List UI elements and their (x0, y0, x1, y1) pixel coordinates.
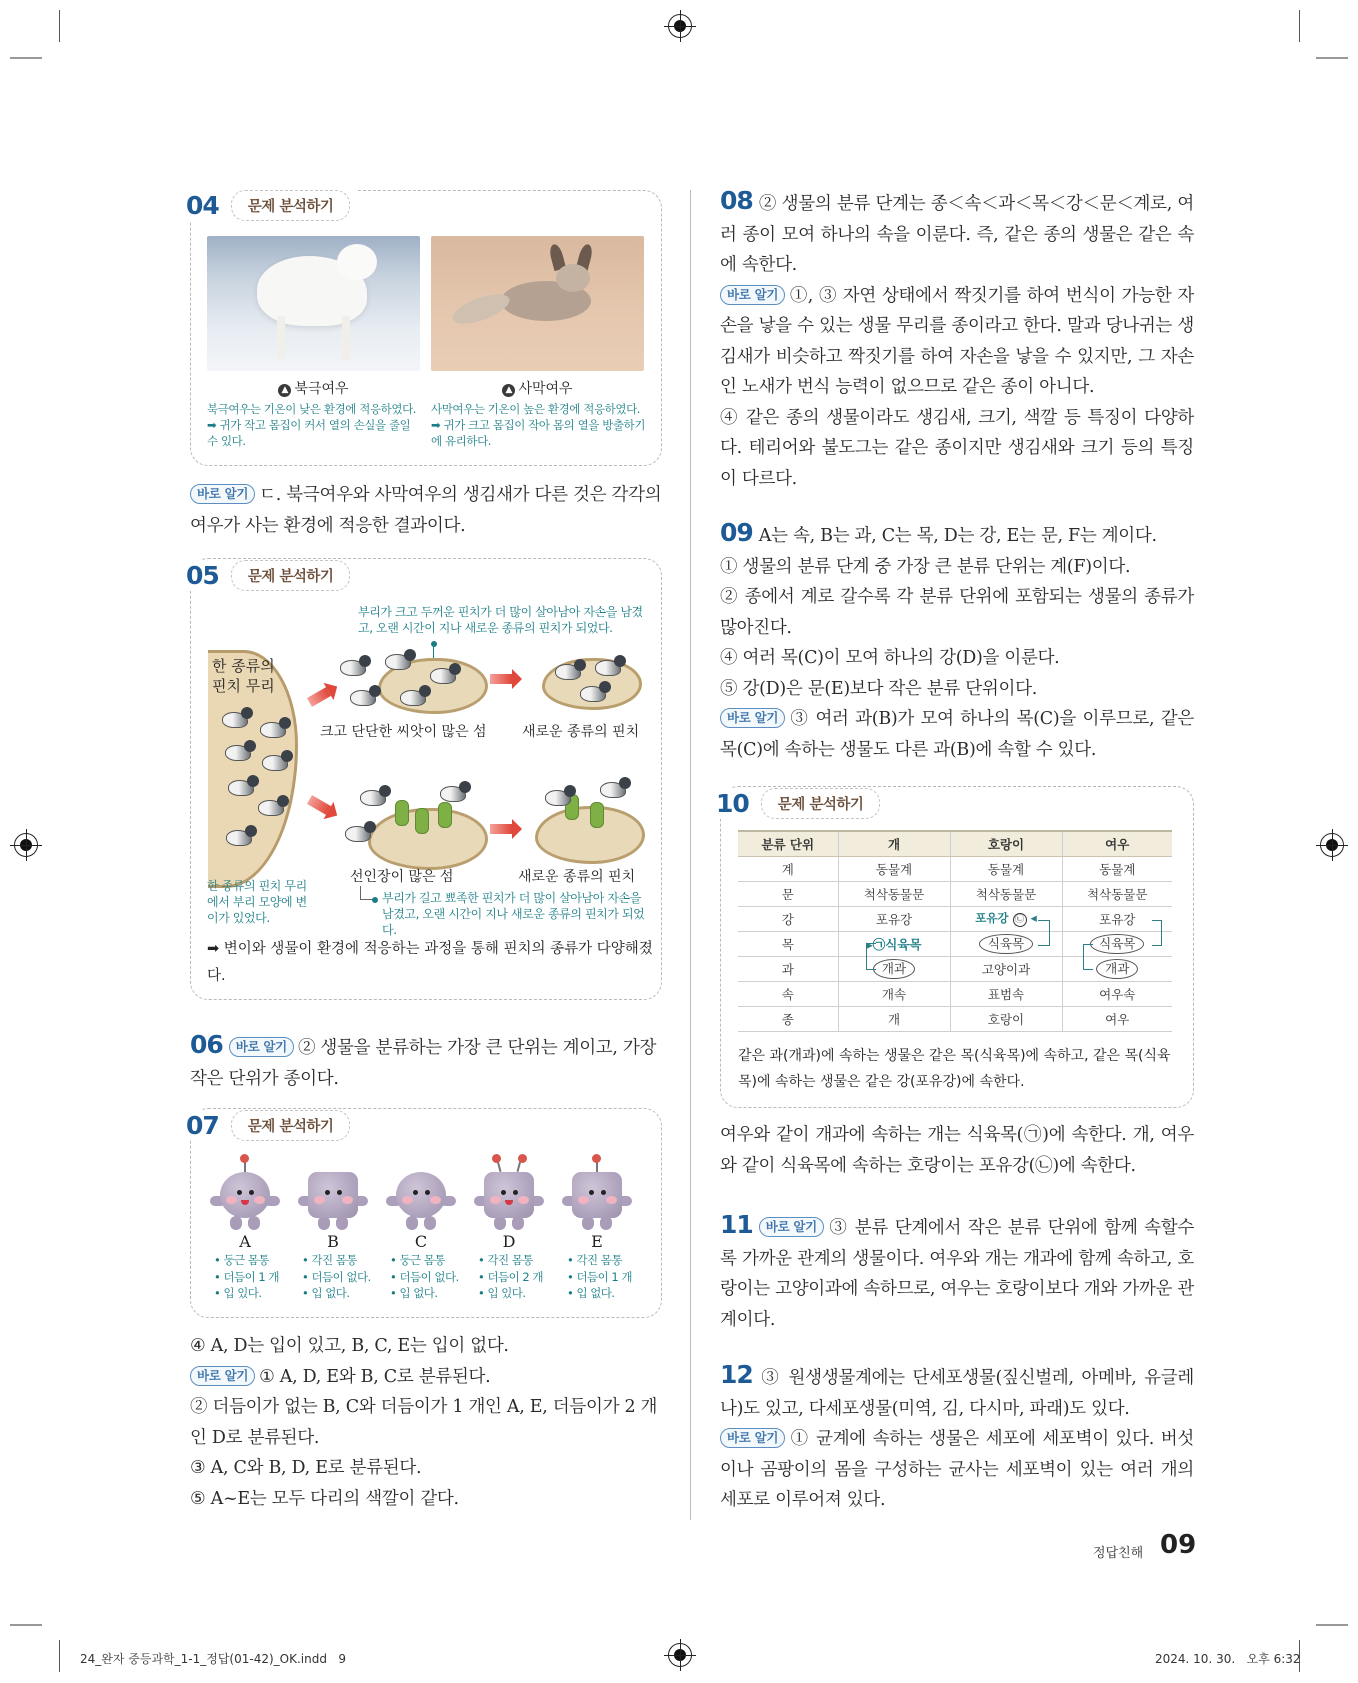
table-row: 계 동물계 동물계 동물계 (738, 856, 1172, 881)
finch-icon (226, 830, 252, 846)
question-number: 06 (190, 1030, 223, 1059)
up-arrow-circle-icon: ▲ (278, 384, 291, 397)
fox-order-to-class-arrow (1152, 920, 1162, 946)
analysis-tag: 문제 분석하기 (231, 190, 351, 221)
question-number: 11 (720, 1210, 753, 1239)
robot-e (562, 1158, 632, 1238)
finch-icon (555, 664, 581, 680)
arctic-fox-photo (207, 236, 420, 371)
robot-c (386, 1158, 456, 1238)
finch-icon (222, 712, 248, 728)
question-number: 05 (186, 561, 219, 590)
finch-icon (345, 826, 371, 842)
robot-d (474, 1158, 544, 1238)
registration-mark-top (668, 14, 692, 38)
crop-mark-left-bottom (10, 1624, 42, 1626)
finch-icon (440, 786, 466, 802)
analysis-tag: 문제 분석하기 (761, 788, 881, 819)
finch-icon (360, 790, 386, 806)
robot-label-e: E (591, 1232, 603, 1251)
finch-icon (258, 800, 284, 816)
table-row: 강 포유강 포유강 ㉡ ◂ 포유강 (738, 906, 1172, 931)
registration-mark-left (14, 833, 38, 857)
desert-fox-caption: 사막여우는 기온이 높은 환경에 적응하였다. ➡ 귀가 크고 몸집이 작아 몸의 열을 방출하기에 유리하다. (431, 402, 646, 448)
footer-timestamp: 2024. 10. 30. 오후 6:32 (1155, 1652, 1301, 1666)
finch-top-note: 부리가 크고 두꺼운 핀치가 더 많이 살아남아 자손을 남겼고, 오랜 시간이 지나 새로운 종류의 핀치가 되었다. (358, 605, 643, 635)
crop-mark-right-top (1316, 57, 1348, 59)
table-row: 종 개 호랑이 여우 (738, 1006, 1172, 1031)
dog-family-to-order-arrow (866, 943, 876, 970)
q07-explanation: ④ A, D는 입이 있고, B, C, E는 입이 없다. 바로 알기 ① A, D, E와 B, C로 분류된다. ② 더듬이가 없는 B, C와 더듬이가 1 개인 A, E, 더듬이가 2 개인 D로 분류된다. ③ A, C와 B, D, E로 분류된다. ⑤ A~E는 모두 다리의 색깔이 같다. (190, 1336, 658, 1509)
registration-mark-right (1320, 833, 1344, 857)
q08-answer: 08 ② 생물의 분류 단계는 종＜속＜과＜목＜강＜문＜계로, 여러 종이 모여 하나의 속을 이룬다. 즉, 같은 종의 생물은 같은 속에 속한다. 바로 알기 ①, ③ 자연 상태에서 짝짓기를 하여 번식이 가능한 자손을 낳을 수 있는 생물 무리를 종이라고 한다. 말과 당나귀는 생김새가 비슷하고 짝짓기를 하여 자손을 낳을 수 있지만, 그 자손인 노새가 번식 능력이 없으므로 같은 종이 아니다. ④ 같은 종의 생물이라도 생김새, 크기, 색깔 등 특징이 다양하다. 테리어와 불도그는 같은 종이지만 생김새와 크기 등의 특징이 다르다. (720, 186, 1194, 489)
arctic-fox-caption: 북극여우는 기온이 낮은 환경에 적응하였다. ➡ 귀가 작고 몸집이 커서 열의 손실을 줄일 수 있다. (207, 402, 417, 448)
correct-answer-badge: 바로 알기 (229, 1037, 294, 1057)
q06-answer: 06 바로 알기 ② 생물을 분류하는 가장 큰 단위는 계이고, 가장 작은 단위가 종이다. (190, 1030, 657, 1089)
q12-answer: 12 ③ 원생생물계에는 단세포생물(짚신벌레, 아메바, 유글레나)도 있고, 다세포생물(미역, 김, 다시마, 파래)도 있다. 바로 알기 ① 균계에 속하는 생물은 세포에 세포벽이 있다. 버섯이나 곰팡이의 몸을 구성하는 균사는 세포벽이 있는 여러 개의 세포로 이루어져 있다. (720, 1360, 1194, 1510)
question-number: 12 (720, 1360, 753, 1389)
robot-features-c: • 둥근 몸통 • 더듬이 없다. • 입 없다. (390, 1253, 459, 1300)
analysis-tag: 문제 분석하기 (231, 1110, 351, 1141)
finch-icon (228, 780, 254, 796)
taxonomy-table (738, 830, 1172, 1032)
q09-answer: 09 A는 속, B는 과, C는 목, D는 강, E는 문, F는 계이다. ① 생물의 분류 단계 중 가장 큰 분류 단위는 계(F)이다. ② 종에서 계로 갈수록 각 분류 단위에 포함되는 생물의 종류가 많아진다. ④ 여러 목(C)이 모여 하나의 강(D)을 이룬다. ⑤ 강(D)은 문(E)보다 작은 분류 단위이다. 바로 알기 ③ 여러 과(B)가 모여 하나의 목(C)을 이루므로, 같은 목(C)에 속하는 생물도 다른 과(B)에 속할 수 있다. (720, 518, 1194, 760)
question-number: 09 (720, 518, 753, 547)
arrow-right-icon (490, 674, 512, 684)
new-species-label-1: 새로운 종류의 핀치 (522, 724, 640, 740)
crop-mark-right-bottom (1316, 1624, 1348, 1626)
page-number: 09 (1160, 1530, 1197, 1560)
table-header-row: 분류 단위 개 호랑이 여우 (738, 831, 1172, 856)
finch-icon (545, 790, 571, 806)
q10-box-note: 같은 과(개과)에 속하는 생물은 같은 목(식육목)에 속하고, 같은 목(식육목)에 속하는 생물은 같은 강(포유강)에 속한다. (738, 1048, 1171, 1090)
q04-answer: 바로 알기 ㄷ. 북극여우와 사막여우의 생김새가 다른 것은 각각의 여우가 사는 환경에 적응한 결과이다. (190, 485, 662, 536)
finch-bottom-note: 부리가 길고 뾰족한 핀치가 더 많이 살아남아 자손을 남겼고, 오랜 시간이 지나 새로운 종류의 핀치가 되었다. (382, 891, 645, 937)
note-connector (360, 886, 372, 900)
column-divider (690, 190, 691, 1520)
island1-label: 크고 단단한 씨앗이 많은 섬 (320, 724, 487, 740)
crop-mark-left-top (10, 57, 42, 59)
analysis-tag: 문제 분석하기 (231, 560, 351, 591)
cactus-icon (415, 808, 429, 834)
finch-icon (225, 745, 251, 761)
q10-explanation: 여우와 같이 개과에 속하는 개는 식육목(㉠)에 속한다. 개, 여우와 같이 식육목에 속하는 호랑이는 포유강(㉡)에 속한다. (720, 1125, 1194, 1176)
robot-label-d: D (502, 1232, 516, 1251)
table-row: 목 ▸㉠식육목 식육목 식육목 (738, 931, 1172, 956)
arctic-fox-title: ▲ 북극여우 (207, 378, 420, 398)
robot-b (298, 1158, 368, 1238)
correct-answer-badge: 바로 알기 (190, 1366, 255, 1386)
note-pointer (431, 641, 437, 647)
table-row: 속 개속 표범속 여우속 (738, 981, 1172, 1006)
robot-features-e: • 각진 몸통 • 더듬이 1 개 • 입 없다. (567, 1253, 633, 1300)
q11-answer: 11 바로 알기 ③ 분류 단계에서 작은 분류 단위에 함께 속할수록 가까운 관계의 생물이다. 여우와 개는 개과에 함께 속하고, 호랑이는 고양이과에 속하므로, 여우는 호랑이보다 개와 가까운 관계이다. (720, 1210, 1194, 1330)
finch-icon (400, 690, 426, 706)
robot-label-a: A (239, 1232, 251, 1251)
finch-icon (350, 690, 376, 706)
origin-label: 한 종류의 핀치 무리 (212, 657, 275, 695)
q04-header (186, 190, 358, 221)
registration-mark-bottom (668, 1643, 692, 1667)
robot-label-b: B (327, 1232, 339, 1251)
cactus-icon (395, 800, 409, 826)
footer-filename: 24_완자 중등과학_1-1_정답(01-42)_OK.indd 9 (80, 1652, 347, 1666)
robot-features-a: • 둥근 몸통 • 더듬이 1 개 • 입 있다. (214, 1253, 280, 1300)
finch-icon (340, 660, 366, 676)
table-row: 과 개과 고양이과 개과 (738, 956, 1172, 981)
question-number: 10 (716, 789, 749, 818)
island2-label: 선인장이 많은 섬 (350, 869, 454, 885)
arrow-right-icon (490, 824, 512, 834)
finch-icon (260, 722, 286, 738)
crop-mark-top-right (1299, 10, 1300, 42)
question-number: 04 (186, 191, 219, 220)
up-arrow-circle-icon: ▲ (502, 384, 515, 397)
q10-header (716, 788, 888, 819)
cactus-icon (590, 802, 604, 828)
finch-icon (262, 755, 288, 771)
new-species-label-2: 새로운 종류의 핀치 (518, 869, 636, 885)
crop-mark-bottom-left (59, 1640, 60, 1672)
question-number: 07 (186, 1111, 219, 1140)
correct-answer-badge: 바로 알기 (720, 1428, 785, 1448)
robot-features-b: • 각진 몸통 • 더듬이 없다. • 입 없다. (302, 1253, 371, 1300)
taxonomy-table-wrapper (738, 830, 1172, 1032)
fox-family-to-order-arrow (1083, 944, 1093, 970)
q07-header (186, 1110, 358, 1141)
finch-icon (600, 782, 626, 798)
finch-icon (385, 654, 411, 670)
robot-a (210, 1158, 280, 1238)
crop-mark-top-left (59, 10, 60, 42)
table-row: 문 척삭동물문 척삭동물문 척삭동물문 (738, 881, 1172, 906)
tiger-order-to-class-arrow (1038, 920, 1050, 946)
finch-icon (430, 668, 456, 684)
desert-fox-photo (431, 236, 644, 371)
correct-answer-badge: 바로 알기 (759, 1217, 824, 1237)
robot-features-d: • 각진 몸통 • 더듬이 2 개 • 입 있다. (478, 1253, 544, 1300)
correct-answer-badge: 바로 알기 (720, 285, 785, 305)
q05-header (186, 560, 358, 591)
desert-fox-title: ▲ 사막여우 (431, 378, 644, 398)
cactus-icon (438, 802, 452, 828)
finch-icon (595, 660, 621, 676)
section-label: 정답친해 (1093, 1546, 1144, 1561)
finch-icon (580, 686, 606, 702)
correct-answer-badge: 바로 알기 (190, 484, 255, 504)
question-number: 08 (720, 186, 753, 215)
robot-label-c: C (414, 1232, 428, 1251)
origin-note: 한 종류의 핀치 무리에서 부리 모양에 변이가 있었다. (207, 879, 307, 925)
finch-conclusion: ➡ 변이와 생물이 환경에 적응하는 과정을 통해 핀치의 종류가 다양해졌다. (207, 941, 653, 984)
correct-answer-badge: 바로 알기 (720, 708, 785, 728)
note-pointer (372, 897, 378, 903)
marker-b-icon: ㉡ (1013, 913, 1027, 927)
